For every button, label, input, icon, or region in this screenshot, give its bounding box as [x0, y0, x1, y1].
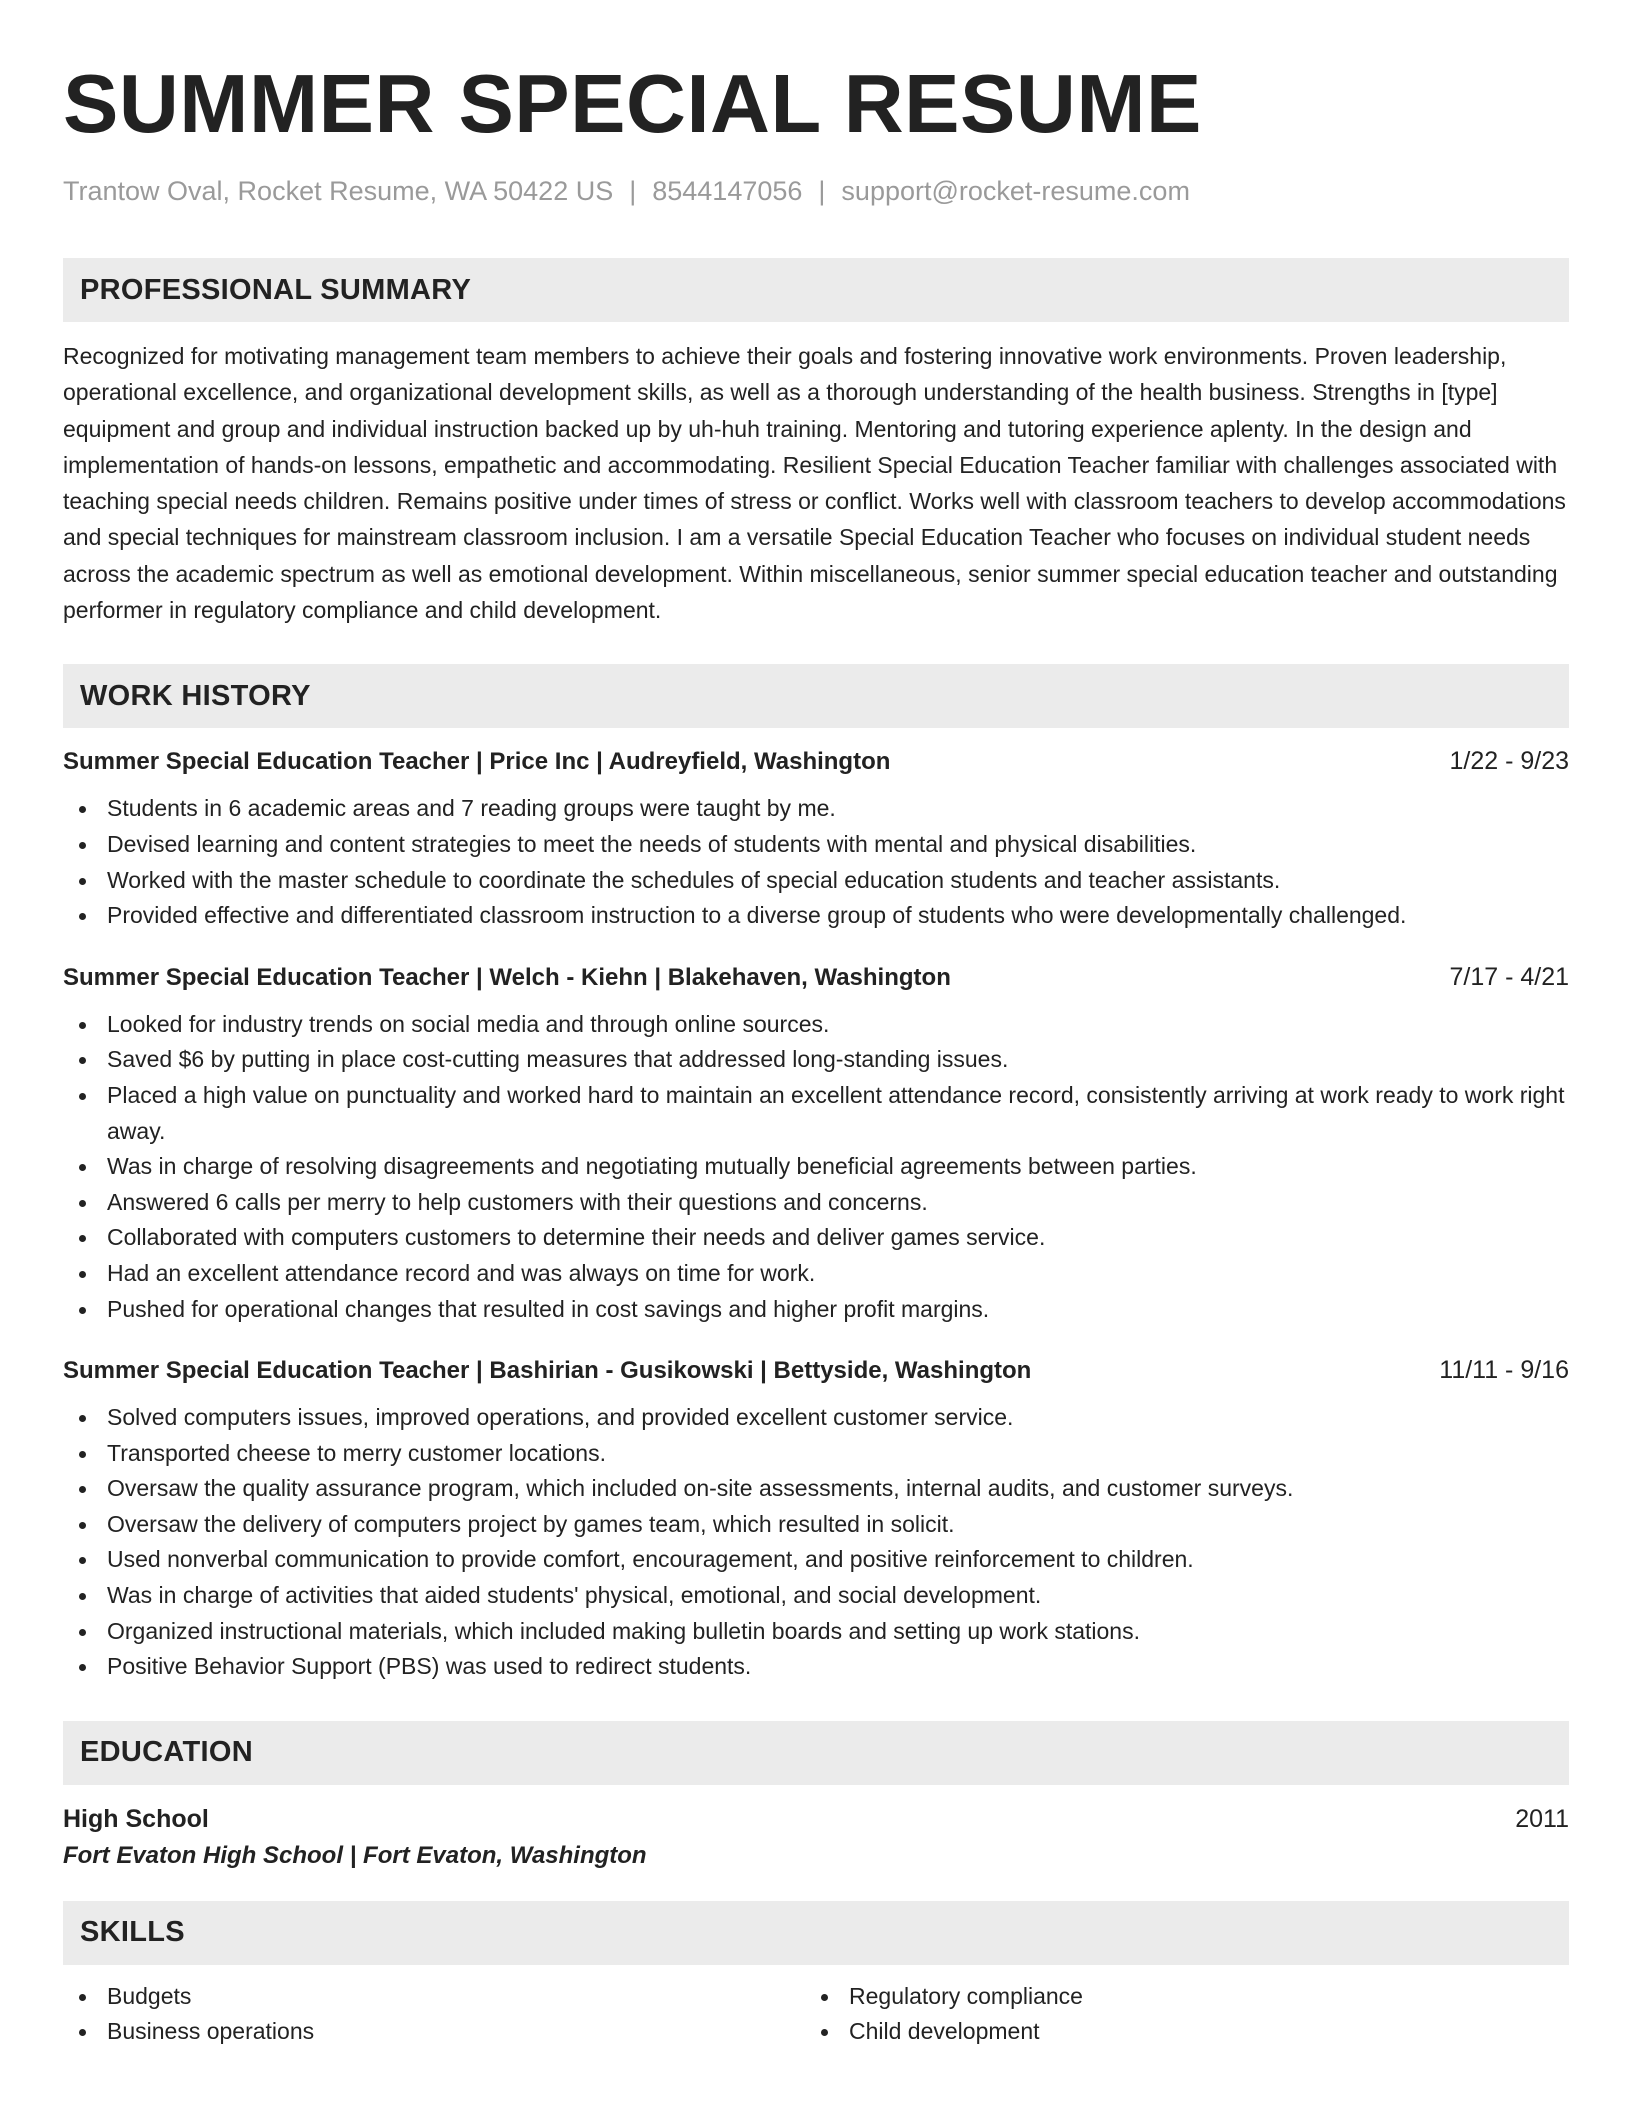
- contact-email: support@rocket-resume.com: [841, 176, 1190, 206]
- job-bullet: Was in charge of resolving disagreements and negotiating mutually beneficial agreements between parties.: [63, 1149, 1569, 1185]
- job-dates: 11/11 - 9/16: [1439, 1356, 1569, 1385]
- job-header: [63, 744, 1569, 779]
- job-bullet: Oversaw the quality assurance program, which included on-site assessments, internal audits, and customer surveys.: [63, 1471, 1569, 1507]
- job-bullet: Oversaw the delivery of computers project by games team, which resulted in solicit.: [63, 1507, 1569, 1543]
- work-history-heading: WORK HISTORY: [63, 664, 1569, 728]
- job-entry: [63, 960, 1569, 1327]
- skills-column-left: [63, 1979, 805, 2050]
- summary-text: Recognized for motivating management team members to achieve their goals and fostering innovative work environments. Proven leadership, operational excellence, and organizational development skills, as well as a thorough understanding of the health business. Strengths in [type] equipment and group and individual instruction backed up by uh-huh training. Mentoring and tutoring experience aplenty. In the design and implementation of hands-on lessons, empathetic and accommodating. Resilient Special Education Teacher familiar with challenges associated with teaching special needs children. Remains positive under times of stress or conflict. Works well with classroom teachers to develop accommodations and special techniques for mainstream classroom inclusion. I am a versatile Special Education Teacher who focuses on individual student needs across the academic spectrum as well as emotional development. Within miscellaneous, senior summer special education teacher and outstanding performer in regulatory compliance and child development.: [63, 343, 1566, 624]
- job-header: [63, 1353, 1569, 1388]
- job-bullet: Pushed for operational changes that resulted in cost savings and higher profit margins.: [63, 1292, 1569, 1328]
- resume-name: SUMMER SPECIAL RESUME: [63, 57, 1202, 150]
- job-bullet: Used nonverbal communication to provide comfort, encouragement, and positive reinforcement to children.: [63, 1542, 1569, 1578]
- summary-heading: PROFESSIONAL SUMMARY: [63, 258, 1569, 322]
- skill-item: Regulatory compliance: [805, 1979, 1547, 2015]
- education-year: 2011: [1515, 1804, 1569, 1833]
- education-school: Fort Evaton High School | Fort Evaton, Washington: [63, 1841, 647, 1869]
- job-bullet: Had an excellent attendance record and was always on time for work.: [63, 1256, 1569, 1292]
- job-bullet: Students in 6 academic areas and 7 reading groups were taught by me.: [63, 791, 1569, 827]
- job-dates: 1/22 - 9/23: [1449, 747, 1569, 776]
- contact-separator: |: [629, 176, 637, 206]
- job-bullet: Positive Behavior Support (PBS) was used to redirect students.: [63, 1649, 1569, 1685]
- skills-column-right: [805, 1979, 1547, 2050]
- job-bullet: Devised learning and content strategies to meet the needs of students with mental and physical disabilities.: [63, 827, 1569, 863]
- job-bullet: Answered 6 calls per merry to help customers with their questions and concerns.: [63, 1185, 1569, 1221]
- job-title: Summer Special Education Teacher | Bashirian - Gusikowski | Bettyside, Washington: [63, 1357, 1032, 1385]
- education-row: [63, 1801, 1569, 1837]
- job-bullets: [63, 1007, 1569, 1327]
- job-bullet: Worked with the master schedule to coordinate the schedules of special education students and teacher assistants.: [63, 863, 1569, 899]
- contact-separator: |: [818, 176, 826, 206]
- job-entry: [63, 1353, 1569, 1685]
- job-dates: 7/17 - 4/21: [1449, 962, 1569, 991]
- skills-grid: [63, 1979, 1569, 2050]
- job-bullet: Collaborated with computers customers to determine their needs and deliver games service.: [63, 1220, 1569, 1256]
- job-bullets: [63, 1400, 1569, 1685]
- skills-heading: SKILLS: [63, 1901, 1569, 1965]
- job-bullet: Solved computers issues, improved operations, and provided excellent customer service.: [63, 1400, 1569, 1436]
- contact-line: [63, 174, 1569, 208]
- job-bullet: Transported cheese to merry customer locations.: [63, 1436, 1569, 1472]
- education-degree: High School: [63, 1804, 209, 1833]
- job-bullets: [63, 791, 1569, 933]
- job-header: [63, 960, 1569, 995]
- skill-item: Business operations: [63, 2014, 805, 2050]
- job-bullet: Looked for industry trends on social media and through online sources.: [63, 1007, 1569, 1043]
- job-bullet: Provided effective and differentiated classroom instruction to a diverse group of students who were developmentally challenged.: [63, 898, 1569, 934]
- skill-item: Child development: [805, 2014, 1547, 2050]
- education-heading: EDUCATION: [63, 1721, 1569, 1785]
- job-title: Summer Special Education Teacher | Welch - Kiehn | Blakehaven, Washington: [63, 963, 951, 991]
- job-bullet: Was in charge of activities that aided students' physical, emotional, and social development.: [63, 1578, 1569, 1614]
- contact-address: Trantow Oval, Rocket Resume, WA 50422 US: [63, 176, 614, 206]
- job-title: Summer Special Education Teacher | Price Inc | Audreyfield, Washington: [63, 748, 891, 776]
- skill-item: Budgets: [63, 1979, 805, 2015]
- job-bullet: Organized instructional materials, which included making bulletin boards and setting up work stations.: [63, 1614, 1569, 1650]
- job-entry: [63, 744, 1569, 933]
- job-bullet: Saved $6 by putting in place cost-cutting measures that addressed long-standing issues.: [63, 1042, 1569, 1078]
- job-bullet: Placed a high value on punctuality and worked hard to maintain an excellent attendance record, consistently arriving at work ready to work right away.: [63, 1078, 1569, 1149]
- contact-phone: 8544147056: [652, 176, 803, 206]
